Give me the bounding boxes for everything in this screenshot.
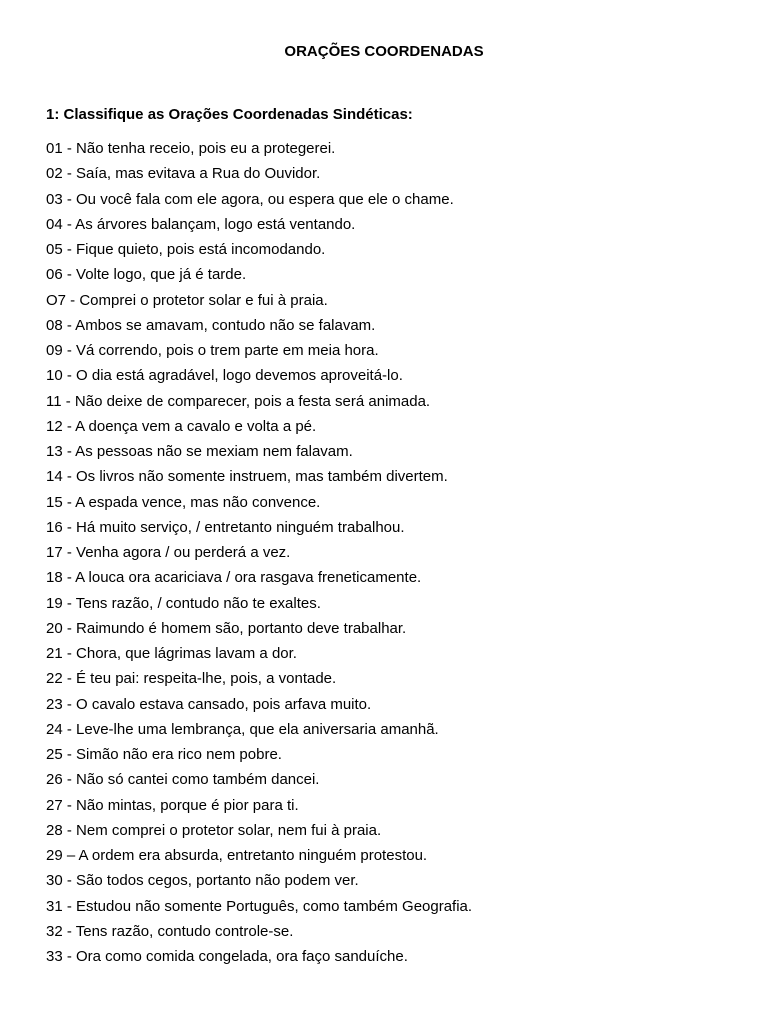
section-heading: 1: Classifique as Orações Coordenadas Sindéticas: bbox=[46, 106, 413, 123]
exercise-item: 09 - Vá correndo, pois o trem parte em meia hora. bbox=[46, 342, 379, 359]
exercise-item: 04 - As árvores balançam, logo está ventando. bbox=[46, 215, 356, 233]
exercise-item: 12 - A doença vem a cavalo e volta a pé. bbox=[46, 417, 317, 435]
exercise-item: 02 - Saía, mas evitava a Rua do Ouvidor. bbox=[46, 165, 321, 183]
exercise-item: 13 - As pessoas não se mexiam nem falavam. bbox=[46, 443, 353, 460]
exercise-item: 30 - São todos cegos, portanto não podem ver. bbox=[46, 872, 359, 890]
exercise-item: 16 - Há muito serviço, / entretanto ninguém trabalhou. bbox=[46, 518, 405, 536]
document-title: ORAÇÕES COORDENADAS bbox=[284, 43, 484, 60]
exercise-item: 01 - Não tenha receio, pois eu a protegerei. bbox=[46, 140, 336, 157]
exercise-item: 19 - Tens razão, / contudo não te exaltes. bbox=[46, 594, 321, 612]
exercise-item: 29 – A ordem era absurda, entretanto ninguém protestou. bbox=[46, 847, 428, 864]
exercise-item: O7 - Comprei o protetor solar e fui à praia. bbox=[46, 291, 328, 309]
exercise-item: 28 - Nem comprei o protetor solar, nem fui à praia. bbox=[46, 821, 382, 839]
exercise-item: 23 - O cavalo estava cansado, pois arfava muito. bbox=[46, 695, 372, 713]
exercise-item: 25 - Simão não era rico nem pobre. bbox=[46, 746, 282, 763]
exercise-item: 22 - É teu pai: respeita-lhe, pois, a vontade. bbox=[46, 670, 337, 688]
exercise-item: 05 - Fique quieto, pois está incomodando. bbox=[46, 241, 326, 258]
exercise-item: 32 - Tens razão, contudo controle-se. bbox=[46, 922, 294, 940]
exercise-list bbox=[46, 139, 472, 972]
exercise-item: 06 - Volte logo, que já é tarde. bbox=[46, 266, 247, 284]
exercise-item: 20 - Raimundo é homem são, portanto deve trabalhar. bbox=[46, 619, 407, 637]
exercise-item: 21 - Chora, que lágrimas lavam a dor. bbox=[46, 645, 297, 662]
exercise-item: 33 - Ora como comida congelada, ora faço sanduíche. bbox=[46, 948, 408, 965]
exercise-item: 26 - Não só cantei como também dancei. bbox=[46, 771, 320, 789]
exercise-item: 03 - Ou você fala com ele agora, ou espera que ele o chame. bbox=[46, 190, 454, 208]
exercise-item: 18 - A louca ora acariciava / ora rasgava freneticamente. bbox=[46, 569, 422, 587]
exercise-item: 14 - Os livros não somente instruem, mas também divertem. bbox=[46, 468, 448, 486]
exercise-item: 17 - Venha agora / ou perderá a vez. bbox=[46, 544, 291, 561]
exercise-item: 24 - Leve-lhe uma lembrança, que ela aniversaria amanhã. bbox=[46, 720, 439, 738]
exercise-item: 11 - Não deixe de comparecer, pois a festa será animada. bbox=[46, 392, 431, 410]
exercise-item: 27 - Não mintas, porque é pior para ti. bbox=[46, 796, 299, 814]
exercise-item: 31 - Estudou não somente Português, como também Geografia. bbox=[46, 897, 473, 915]
exercise-item: 15 - A espada vence, mas não convence. bbox=[46, 493, 321, 511]
exercise-item: 08 - Ambos se amavam, contudo não se falavam. bbox=[46, 316, 376, 334]
exercise-item: 10 - O dia está agradável, logo devemos aproveitá-lo. bbox=[46, 367, 403, 385]
